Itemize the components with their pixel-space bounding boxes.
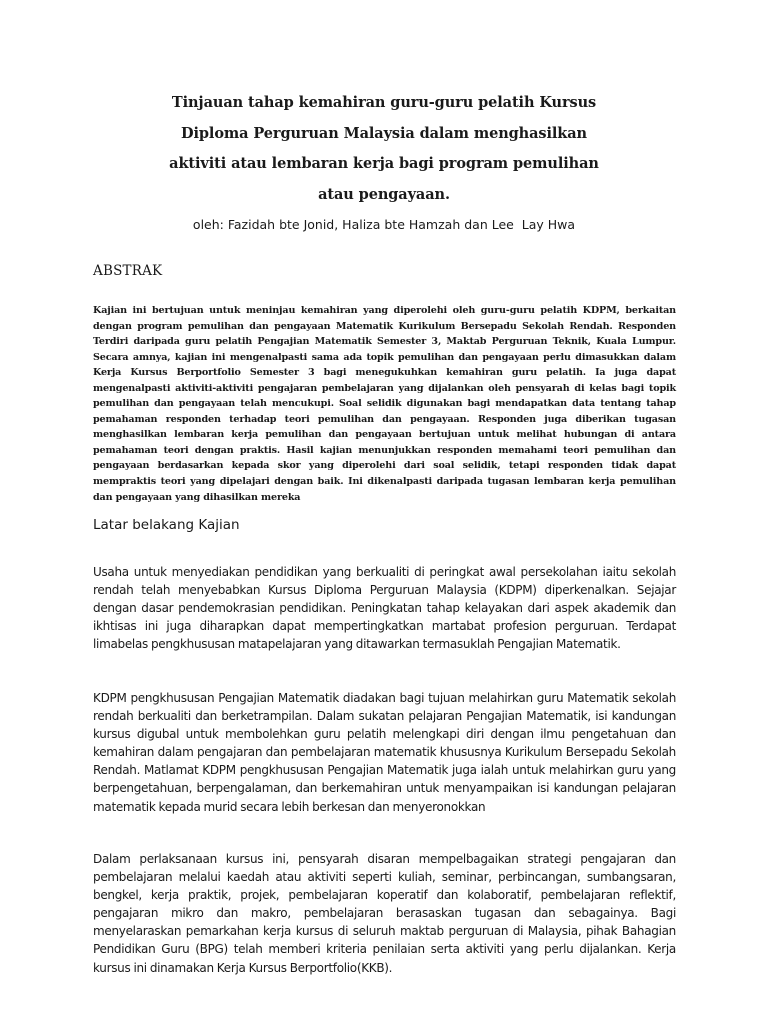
section-heading: Latar belakang Kajian: [93, 517, 240, 533]
body-paragraph: Usaha untuk menyediakan pendidikan yang berkualiti di peringkat awal persekolahan iaitu sekolah rendah telah menyebabkan Kursus Diploma Perguruan Malaysia (KDPM) diperkenalkan. Sejajar dengan dasar pendemokrasian pendidikan. Peningkatan tahap kelayakan dari aspek akademik dan ikhtisas ini juga diharapkan dapat mempertingkatkan martabat profesion perguruan. Terdapat limabelas pengkhususan matapelajaran yang ditawarkan termasuklah Pengajian Matematik.: [93, 565, 676, 652]
title-line: Diploma Perguruan Malaysia dalam menghasilkan: [181, 124, 587, 142]
abstract-heading: ABSTRAK: [93, 263, 163, 279]
title-line: atau pengayaan.: [318, 185, 450, 203]
abstract-body: Kajian ini bertujuan untuk meninjau kemahiran yang diperolehi oleh guru-guru pelatih KDPM, berkaitan dengan program pemulihan dan pengayaan Matematik Kurikulum Bersepadu Sekolah Rendah. Responden Terdiri daripada guru pelatih Pengajian Matematik Semester 3, Maktab Perguruan Teknik, Kuala Lumpur. Secara amnya, kajian ini mengenalpasti sama ada topik pemulihan dan pengayaan perlu dimasukkan dalam Kerja Kursus Berportfolio Semester 3 bagi menegukuhkan kemahiran guru pelatih. Ia juga dapat mengenalpasti aktiviti-aktiviti pengajaran pembelajaran yang dijalankan oleh pensyarah di kelas bagi topik pemulihan dan pengayaan telah mencukupi. Soal selidik digunakan bagi mendapatkan data tentang tahap pemahaman responden terhadap teori pemulihan dan pengayaan. Responden juga diberikan tugasan menghasilkan lembaran kerja pemulihan dan pengayaan bertujuan untuk melihat hubungan di antara pemahaman teori dengan praktis. Hasil kajian menunjukkan responden memahami teori pemulihan dan pengayaan berdasarkan kepada skor yang diperolehi dari soal selidik, tetapi responden tidak dapat mempraktis teori yang dipelajari dengan baik. Ini dikenalpasti daripada tugasan lembaran kerja pemulihan dan pengayaan yang dihasilkan mereka: [93, 305, 676, 503]
author-line: oleh: Fazidah bte Jonid, Haliza bte Hamzah dan Lee Lay Hwa: [192, 217, 576, 232]
title-line: aktiviti atau lembaran kerja bagi program pemulihan: [169, 155, 599, 172]
title-line: Tinjauan tahap kemahiran guru-guru pelatih Kursus: [171, 94, 597, 111]
document-title: [150, 88, 618, 210]
body-paragraph: KDPM pengkhususan Pengajian Matematik diadakan bagi tujuan melahirkan guru Matematik sekolah rendah berkualiti dan berketrampilan. Dalam sukatan pelajaran Pengajian Matematik, isi kandungan kursus digubal untuk membolehkan guru pelatih melengkapi diri dengan ilmu pengetahuan dan kemahiran dalam pengajaran dan pembelajaran matematik khususnya Kurikulum Bersepadu Sekolah Rendah. Matlamat KDPM pengkhususan Pengajian Matematik juga ialah untuk melahirkan guru yang berpengetahuan, berpengalaman, dan berkemahiran untuk menyampaikan isi kandungan pelajaran matematik kepada murid secara lebih berkesan dan menyeronokkan: [93, 691, 676, 814]
body-paragraph: Dalam perlaksanaan kursus ini, pensyarah disaran mempelbagaikan strategi pengajaran dan pembelajaran melalui kaedah atau aktiviti seperti kuliah, seminar, perbincangan, sumbangsaran, bengkel, kerja praktik, projek, pembelajaran koperatif dan kolaboratif, pembelajaran reflektif, pengajaran mikro dan makro, pembelajaran berasaskan tugasan dan sebagainya. Bagi menyelaraskan pemarkahan kerja kursus di seluruh maktab perguruan di Malaysia, pihak Bahagian Pendidikan Guru (BPG) telah memberi kriteria penilaian serta aktiviti yang perlu dijalankan. Kerja kursus ini dinamakan Kerja Kursus Berportfolio(KKB).: [93, 852, 676, 975]
